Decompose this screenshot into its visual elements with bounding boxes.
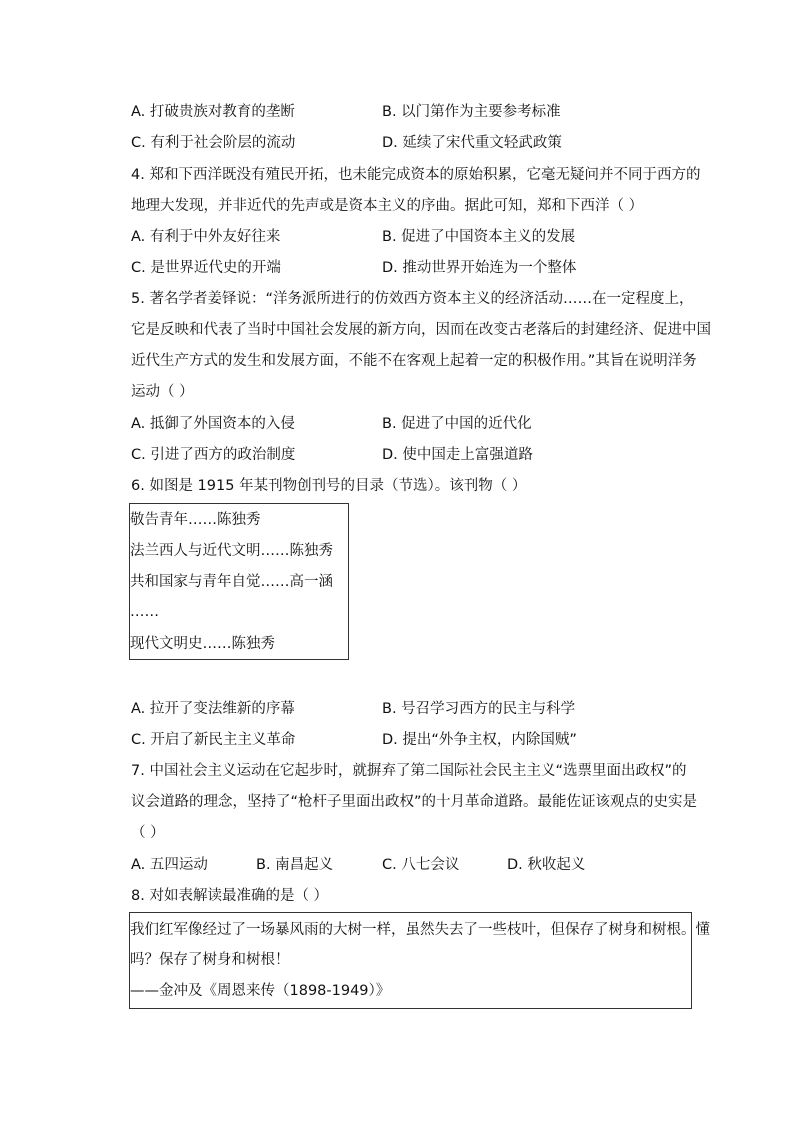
q6-option-b: B. 号召学习西方的民主与科学 (382, 701, 576, 717)
q7-option-a: A. 五四运动 (131, 857, 208, 873)
q4-option-b: B. 促进了中国资本主义的发展 (382, 229, 576, 245)
q5-option-b: B. 促进了中国的近代化 (382, 416, 532, 432)
q3-option-b: B. 以门第作为主要参考标准 (382, 104, 561, 120)
q7-stem-line-3: （ ） (131, 825, 165, 841)
q6-option-c: C. 开启了新民主主义革命 (131, 732, 296, 748)
q5-stem-line-3: 近代生产方式的发生和发展方面，不能不在客观上起着一定的积极作用。”其旨在说明洋务 (131, 353, 697, 369)
q7-option-b: B. 南昌起义 (256, 857, 334, 873)
quote-line-2: 吗？保存了树身和树根！ (130, 952, 290, 968)
q4-option-c: C. 是世界近代史的开端 (131, 260, 281, 276)
q6-stem: 6. 如图是 1915 年某刊物创刊号的目录（节选）。该刊物（ ） (131, 478, 527, 494)
q7-option-d: D. 秋收起义 (507, 857, 586, 873)
q4-stem-line-2: 地理大发现，并非近代的先声或是资本主义的序曲。据此可知，郑和下西洋（ ） (131, 198, 644, 214)
q5-option-d: D. 使中国走上富强道路 (382, 447, 533, 463)
toc-entry: 共和国家与青年自觉……高一涵 (130, 574, 333, 590)
quote-line-1: 我们红军像经过了一场暴风雨的大树一样，虽然失去了一些枝叶，但保存了树身和树根。懂 (130, 922, 710, 938)
q5-option-c: C. 引进了西方的政治制度 (131, 447, 296, 463)
toc-entry: 现代文明史……陈独秀 (130, 636, 275, 652)
q5-stem-line-4: 运动（ ） (131, 384, 194, 400)
toc-ellipsis: …… (130, 604, 159, 620)
q8-quote-box (129, 912, 710, 1009)
q6-option-a: A. 拉开了变法维新的序幕 (131, 701, 295, 717)
q3-option-a: A. 打破贵族对教育的垄断 (131, 104, 295, 120)
quote-source: ——金冲及《周恩来传（1898-1949）》 (130, 983, 391, 999)
q5-stem-line-1: 5. 著名学者姜铎说：“洋务派所进行的仿效西方资本主义的经济活动……在一定程度上， (131, 291, 694, 307)
q4-option-a: A. 有利于中外友好往来 (131, 229, 281, 245)
q8-stem: 8. 对如表解读最准确的是（ ） (131, 888, 329, 904)
toc-entry: 敬告青年……陈独秀 (130, 512, 261, 528)
q7-option-c: C. 八七会议 (382, 857, 460, 873)
toc-entry: 法兰西人与近代文明……陈独秀 (130, 543, 333, 559)
q5-stem-line-2: 它是反映和代表了当时中国社会发展的新方向，因而在改变古老落后的封建经济、促进中国 (131, 322, 711, 338)
q7-stem-line-1: 7. 中国社会主义运动在它起步时，就摒弃了第二国际社会民主主义“选票里面出政权”的 (131, 763, 687, 779)
q4-option-d: D. 推动世界开始连为一个整体 (382, 260, 577, 276)
q6-option-d: D. 提出“外争主权，内除国贼” (382, 732, 577, 748)
q3-option-d: D. 延续了宋代重文轻武政策 (382, 135, 562, 151)
q4-stem-line-1: 4. 郑和下西洋既没有殖民开拓，也未能完成资本的原始积累，它毫无疑问并不同于西方的 (131, 167, 701, 183)
q6-table-of-contents-box (129, 503, 349, 660)
q7-stem-line-2: 议会道路的理念，坚持了“枪杆子里面出政权”的十月革命道路。最能佐证该观点的史实是 (131, 794, 698, 810)
q5-option-a: A. 抵御了外国资本的入侵 (131, 416, 295, 432)
q3-option-c: C. 有利于社会阶层的流动 (131, 135, 296, 151)
